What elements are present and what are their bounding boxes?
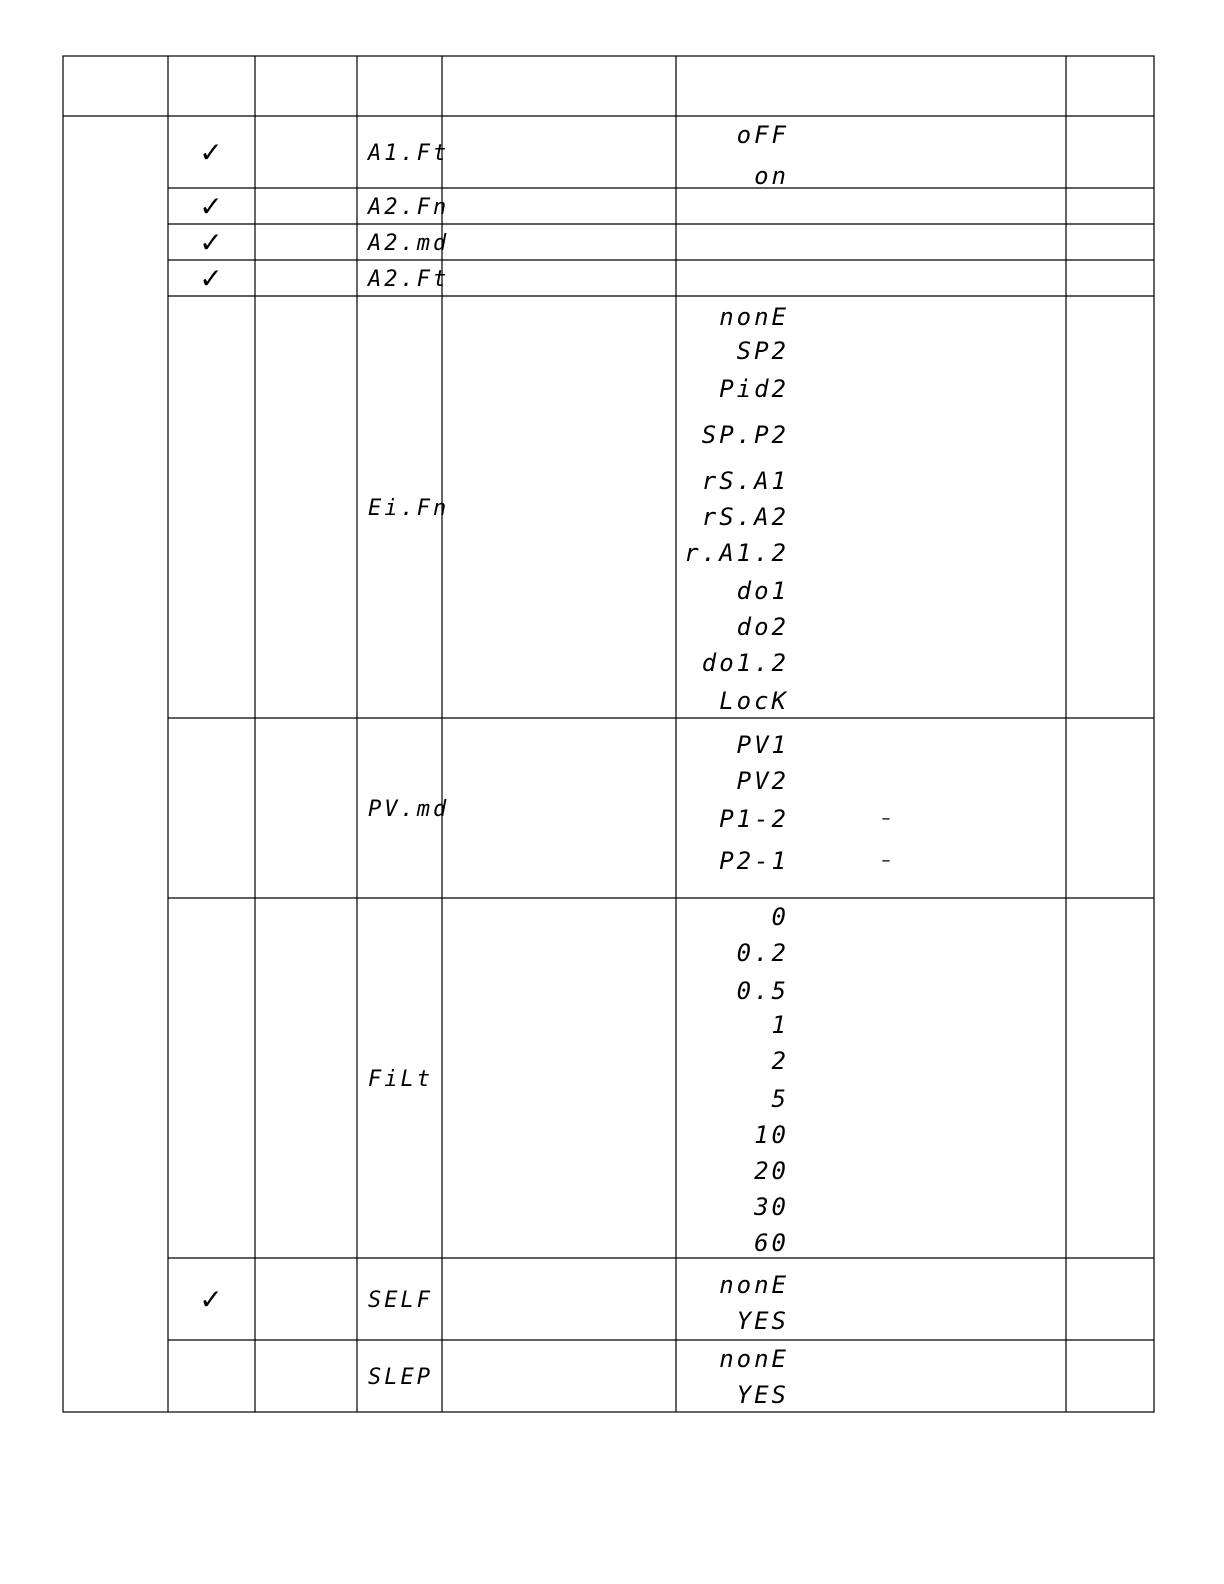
parameter-code: A1.Ft: [368, 141, 450, 166]
option-value: SP.P2: [701, 421, 789, 449]
table-grid: [63, 56, 1154, 1412]
parameter-code: PV.md: [368, 797, 450, 822]
table-body: [199, 121, 890, 1409]
option-value: nonE: [719, 1345, 789, 1373]
parameter-code: A2.md: [368, 231, 450, 256]
table-row: [199, 1271, 789, 1335]
option-value: 60: [754, 1229, 789, 1257]
option-value: rS.A2: [701, 503, 789, 531]
option-value: 0.5: [736, 977, 789, 1005]
table-row: [199, 262, 449, 295]
option-value: 0: [771, 903, 789, 931]
option-value: on: [754, 162, 789, 190]
option-value: do2: [736, 613, 789, 641]
option-mark: –: [881, 850, 891, 871]
option-value: 0.2: [736, 939, 789, 967]
option-value: 10: [754, 1121, 789, 1149]
option-value: 2: [771, 1047, 789, 1075]
option-value: P1-2: [719, 805, 789, 833]
option-value: SP2: [736, 337, 789, 365]
table-row: [199, 121, 789, 190]
option-value: YES: [736, 1307, 789, 1335]
option-value: Pid2: [719, 375, 789, 403]
parameter-code: SELF: [368, 1288, 433, 1313]
option-value: r.A1.2: [684, 539, 789, 567]
table-row: [368, 1345, 789, 1409]
parameter-code: A2.Fn: [368, 195, 450, 220]
check-mark-icon: ✓: [199, 226, 223, 259]
table-row: [368, 731, 891, 875]
table-row: [199, 190, 449, 223]
option-value: 20: [754, 1157, 789, 1185]
option-mark: –: [881, 808, 891, 829]
option-value: PV2: [736, 767, 789, 795]
option-value: 30: [754, 1193, 789, 1221]
parameter-code: FiLt: [368, 1067, 433, 1092]
table-row: [199, 226, 449, 259]
check-mark-icon: ✓: [199, 1283, 223, 1316]
parameter-code: SLEP: [368, 1365, 433, 1390]
parameter-code: Ei.Fn: [368, 496, 450, 521]
option-value: LocK: [719, 687, 789, 715]
option-value: P2-1: [719, 847, 789, 875]
table-row: [368, 903, 789, 1257]
option-value: nonE: [719, 303, 789, 331]
option-value: do1: [736, 577, 789, 605]
option-value: YES: [736, 1381, 789, 1409]
option-value: PV1: [736, 731, 789, 759]
option-value: rS.A1: [701, 467, 789, 495]
option-value: do1.2: [701, 649, 789, 677]
check-mark-icon: ✓: [199, 136, 223, 169]
option-value: nonE: [719, 1271, 789, 1299]
table-row: [368, 303, 789, 715]
option-value: 1: [771, 1011, 789, 1039]
option-value: oFF: [736, 121, 789, 149]
check-mark-icon: ✓: [199, 190, 223, 223]
parameter-code: A2.Ft: [368, 267, 450, 292]
option-value: 5: [771, 1085, 789, 1113]
check-mark-icon: ✓: [199, 262, 223, 295]
